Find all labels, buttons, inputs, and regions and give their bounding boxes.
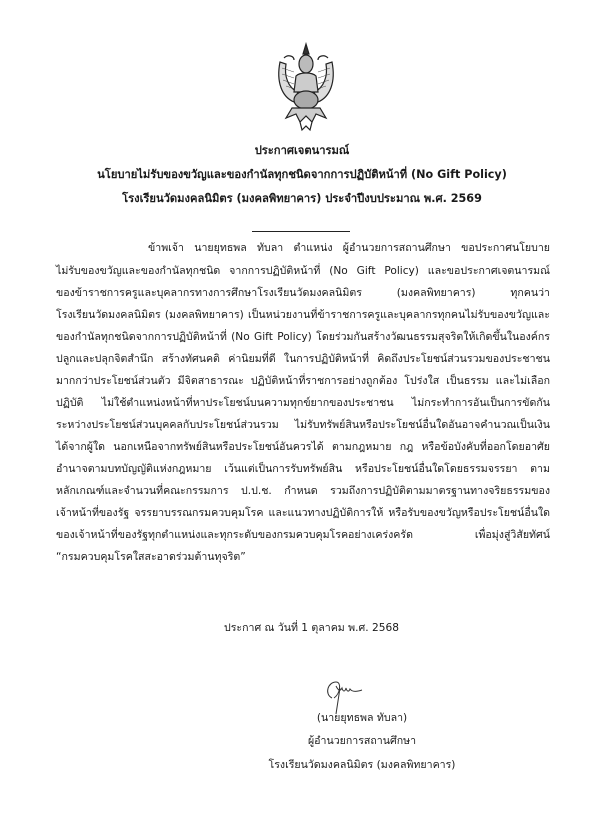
body-line: เจ้าหน้าที่ของรัฐ จรรยาบรรณกรมควบคุมโรค และแนวทางปฏิบัติการให้ หรือรับของขวัญหรือประโยชน์อื่นใด [56, 507, 550, 519]
body-line: ไม่รับของขวัญและของกำนัลทุกชนิด จากการปฏิบัติหน้าที่ (No Gift Policy) และขอประกาศเจตนารมณ์ [56, 265, 550, 277]
body-line: ปลูกและปลุกจิตสำนึก สร้างทัศนคติ ค่านิยมที่ดี ในการปฏิบัติหน้าที่ คิดถึงประโยชน์ส่วนรวมของประชาชน [56, 353, 550, 365]
body-line: มากกว่าประโยชน์ส่วนตัว มีจิตสาธารณะ ปฏิบัติหน้าที่ราชการอย่างถูกต้อง โปร่งใส เป็นธรรม และไม่เลือก [56, 375, 550, 387]
body-line: ของกำนัลทุกชนิดจากการปฏิบัติหน้าที่ (No Gift Policy) โดยร่วมกันสร้างวัฒนธรรมสุจริตให้เกิดขึ้นในองค์กร [56, 331, 550, 343]
body-line: ระหว่างประโยชน์ส่วนบุคคลกับประโยชน์ส่วนรวม ไม่รับทรัพย์สินหรือประโยชน์อื่นใดอันอาจคำนวณเป็นเงิน [56, 419, 550, 431]
signatory-position: ผู้อำนวยการสถานศึกษา [307, 735, 417, 747]
signatory-name: (นายยุทธพล ทับลา) [316, 712, 408, 724]
school-fiscal-year-title: โรงเรียนวัดมงคลนิมิตร (มงคลพิทยาคาร) ประจำปีงบประมาณ พ.ศ. 2569 [122, 192, 482, 205]
signatory-organization: โรงเรียนวัดมงคลนิมิตร (มงคลพิทยาคาร) [268, 759, 456, 771]
policy-title: นโยบายไม่รับของขวัญและของกำนัลทุกชนิดจากการปฏิบัติหน้าที่ (No Gift Policy) [97, 168, 507, 181]
garuda-emblem-icon [272, 42, 340, 132]
body-line: ได้จากผู้ใด นอกเหนือจากทรัพย์สินหรือประโยชน์อันควรได้ ตามกฎหมาย กฎ หรือข้อบังคับที่ออกโดยอาศัย [56, 441, 550, 453]
body-line: อำนาจตามบทบัญญัติแห่งกฎหมาย เว้นแต่เป็นการรับทรัพย์สิน หรือประโยชน์อื่นใดโดยธรรมจรรยา ตาม [56, 463, 550, 475]
vision-quote: “กรมควบคุมโรคใสสะอาดร่วมต้านทุจริต” [56, 551, 246, 563]
announcement-date: ประกาศ ณ วันที่ 1 ตุลาคม พ.ศ. 2568 [224, 622, 399, 634]
body-line: ของเจ้าหน้าที่ของรัฐทุกตำแหน่งและทุกระดับของกรมควบคุมโรคอย่างเคร่งครัด เพื่อมุ่งสู่วิสัยทัศน์ [56, 529, 550, 541]
announcement-title: ประกาศเจตนารมณ์ [254, 144, 350, 157]
body-line: โรงเรียนวัดมงคลนิมิตร (มงคลพิทยาคาร) เป็นหน่วยงานที่ข้าราชการครูและบุคลากรทุกคนไม่รับของขวัญและ [56, 309, 550, 321]
body-line: ปฏิบัติ ไม่ใช้ตำแหน่งหน้าที่หาประโยชน์บนความทุกข์ยากของประชาชน ไม่กระทำการอันเป็นการขัดกัน [56, 397, 550, 409]
body-line: ข้าพเจ้า นายยุทธพล ทับลา ตำแหน่ง ผู้อำนวยการสถานศึกษา ขอประกาศนโยบาย [148, 242, 550, 254]
body-line: หลักเกณฑ์และจำนวนที่คณะกรรมการ ป.ป.ช. กำหนด รวมถึงการปฏิบัติตามมาตรฐานทางจริยธรรมของ [56, 485, 550, 497]
title-divider [252, 231, 350, 232]
body-line: ของข้าราชการครูและบุคลากรทางการศึกษาโรงเรียนวัดมงคลนิมิตร (มงคลพิทยาคาร) ทุกคนว่า [56, 287, 550, 299]
